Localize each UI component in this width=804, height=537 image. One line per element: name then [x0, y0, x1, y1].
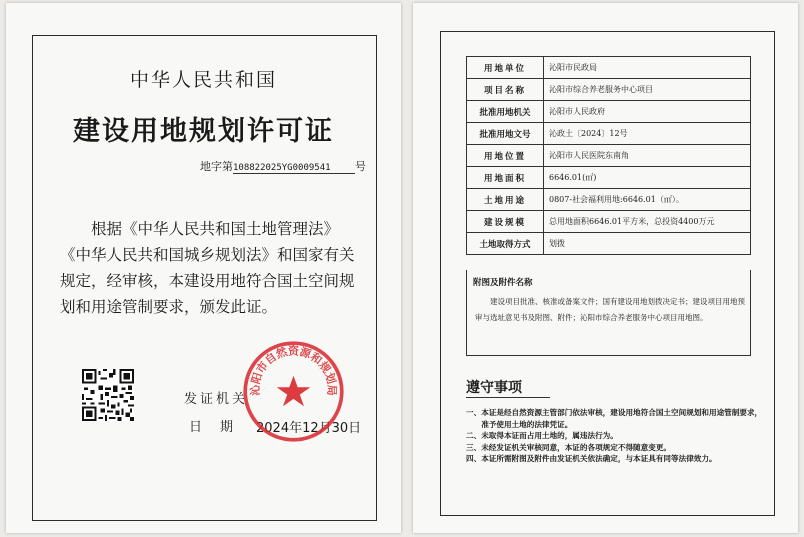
row-label: 建设规模 — [467, 211, 544, 233]
certificate-title: 建设用地规划许可证 — [73, 116, 334, 147]
table-row — [467, 101, 751, 123]
notice-divider — [466, 397, 550, 398]
notice-index: 一、 — [466, 408, 482, 417]
row-label: 批准用地文号 — [467, 123, 544, 145]
notice-text: 未取得本证而占用土地的，属违法行为。 — [481, 431, 618, 440]
cert-number-value: 108822025YG0009541 — [233, 163, 355, 174]
row-label: 批准用地机关 — [467, 101, 544, 123]
notice-text: 本证所需附图及附件由发证机关依法确定，与本证具有同等法律效力。 — [481, 454, 717, 463]
row-label: 用地面积 — [467, 167, 544, 189]
official-seal-icon — [241, 339, 346, 444]
table-row — [467, 211, 751, 233]
attachments-text: 建设项目批准、核准或备案文件；国有建设用地划拨决定书；建设项目用地预审与选址意见书及附图、附件；沁阳市综合养老服务中心项目用地图。 — [475, 297, 745, 322]
notice-index: 二、 — [466, 431, 482, 440]
row-value: 划拨 — [544, 233, 751, 255]
row-label: 土地用途 — [467, 189, 544, 211]
row-value: 沁阳市人民政府 — [544, 101, 751, 123]
date-label-char-1: 日 — [189, 420, 203, 435]
notice-item — [466, 442, 766, 454]
table-row — [467, 233, 751, 255]
table-row — [467, 167, 751, 189]
notice-list — [466, 407, 766, 465]
cert-number-prefix: 地字第 — [200, 160, 233, 173]
date-label — [189, 416, 233, 435]
seal-text: 沁阳市自然资源和规划局 — [248, 344, 339, 396]
notice-text: 本证是经自然资源主管部门依法审核，建设用地符合国土空间规划和用途管制要求，准予使用土地的法律凭证。 — [481, 408, 763, 429]
certificate-front-page — [6, 3, 401, 533]
certificate-back-page — [413, 3, 798, 533]
notice-text: 未经发证机关审核同意，本证的各项规定不得随意变更。 — [481, 442, 672, 452]
table-row — [467, 145, 751, 167]
notice-item — [466, 407, 766, 430]
date-label-char-2: 期 — [220, 420, 234, 435]
row-label: 项目名称 — [467, 79, 544, 101]
table-row — [467, 123, 751, 145]
land-info-table — [466, 56, 751, 255]
row-value: 沁政土〔2024〕12号 — [544, 123, 751, 145]
row-value: 沁阳市民政局 — [544, 57, 751, 79]
row-label: 用地单位 — [467, 57, 544, 79]
row-value: 6646.01(㎡) — [544, 167, 751, 189]
notice-index: 四、 — [466, 454, 482, 463]
row-value: 沁阳市人民医院东南角 — [544, 145, 751, 167]
notice-item — [466, 453, 766, 465]
row-value: 总用地面积6646.01平方米，总投资4400万元 — [544, 211, 751, 233]
table-row — [467, 79, 751, 101]
row-label: 土地取得方式 — [467, 233, 544, 255]
country-name: 中华人民共和国 — [129, 69, 277, 91]
cert-number-suffix: 号 — [355, 160, 366, 173]
issue-date: 2024年12月30日 — [256, 421, 362, 436]
certificate-number — [200, 158, 366, 174]
attachments-box — [466, 270, 751, 356]
row-label: 用地位置 — [467, 145, 544, 167]
table-row — [467, 57, 751, 79]
qr-code-icon — [82, 369, 134, 421]
notice-item — [466, 430, 766, 442]
certificate-body-text: 根据《中华人民共和国土地管理法》《中华人民共和国城乡规划法》和国家有关规定，经审核，本建设用地符合国土空间规划和用途管制要求，颁发此证。 — [60, 220, 355, 316]
table-row — [467, 189, 751, 211]
notice-title: 遵守事项 — [466, 380, 522, 396]
notice-index: 三、 — [466, 442, 482, 452]
row-value: 0807-社会福利用地:6646.01（㎡）。 — [544, 189, 751, 211]
attachments-title: 附图及附件名称 — [473, 278, 533, 288]
issuing-authority-label: 发证机关 — [184, 392, 249, 407]
row-value: 沁阳市综合养老服务中心项目 — [544, 79, 751, 101]
